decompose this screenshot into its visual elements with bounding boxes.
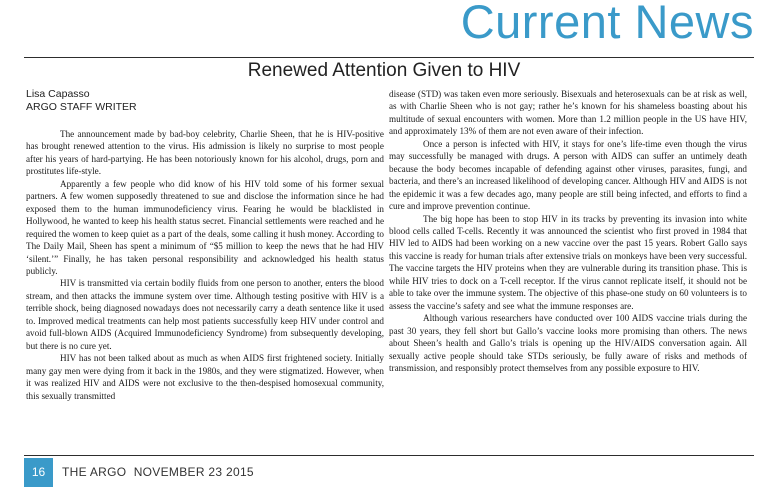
header-rule [24, 57, 754, 58]
author-name: Lisa Capasso [26, 88, 90, 100]
article-column-right [389, 88, 747, 446]
issue-date: NOVEMBER 23 2015 [133, 465, 254, 479]
paragraph: Although various researchers have conducted over 100 AIDS vaccine trials during the past 30 years, they fell short but Gallo’s vaccine looks more promising than others. The news about Sheen’s health and Gallo’s trials is opening up the HIV/AIDS conversation again. All sexually active people should take STDs seriously, be fully aware of risks and methods of transmission, and responsibly protect themselves from any possible exposure to HIV. [389, 313, 747, 373]
paragraph: Apparently a few people who did know of his HIV told some of his former sexual partners. A few women supposedly threatened to sue and disclose the information since he had exposed them to the human immunodeficiency virus. Fearing he would be blacklisted in Hollywood, he wanted to keep his health status secret. Financial settlements were reached and he required the women to keep quiet as a part of the deals, some calling it hush money. According to The Daily Mail, Sheen has spent a minimum of “$5 million to keep the news that he had HIV ‘silent.’” Finally, he has taken personal responsibility and acknowledged his health status publicly. [26, 178, 384, 276]
footer-rule [24, 455, 754, 456]
page-number: 16 [24, 458, 53, 487]
publication-info [62, 458, 254, 487]
publication-name: THE ARGO [62, 465, 127, 479]
article-headline: Renewed Attention Given to HIV [247, 60, 521, 81]
section-title: Current News [460, 0, 754, 48]
paragraph: The announcement made by bad-boy celebrity, Charlie Sheen, that he is HIV-positive has brought renewed attention to the virus. His admission is likely no surprise to most people after his years of hard-partying. He has been notoriously known for his alcohol, drugs, porn and prostitutes life-style. [26, 129, 384, 177]
page-footer [0, 458, 768, 490]
paragraph: The big hope has been to stop HIV in its tracks by preventing its invasion into white blood cells called T-cells. Recently it was announced the scientist who first proved in 1984 that HIV led to AIDS had been working on a new vaccine over the past 15 years. Robert Gallo says this vaccine is ready for human trials after extensive trials on monkeys have been very successful. The vaccine targets the HIV proteins when they are vulnerable during its transition phase. This is while HIV tries to dock on a T-cell receptor. If the virus cannot replicate itself, it should not be able to take over the immune system. The objective of this phase-one study on 60 volunteers is to assess the vaccine’s safety and see what the immune responses are. [389, 213, 747, 311]
paragraph: disease (STD) was taken even more seriously. Bisexuals and heterosexuals can be at risk as well, as with Charlie Sheen who is not gay; rather he’s known for his shameless boasting about his multitude of sexual encounters with women. More than 1.2 million people in the US have HIV, and approximately 13% of them are not even aware of their infection. [389, 89, 747, 137]
article-column-left [26, 88, 384, 453]
paragraph: HIV has not been talked about as much as when AIDS first frightened society. Initially many gay men were dying from it back in the 1980s, and they were stigmatized. However, when it was realized HIV and AIDS were not exclusive to the then-despised homosexual community, this sexually transmitted [26, 353, 384, 401]
author-role: ARGO STAFF WRITER [26, 101, 137, 113]
paragraph: HIV is transmitted via certain bodily fluids from one person to another, enters the blood stream, and then attacks the immune system over time. Although testing positive with HIV is a terrible shock, being diagnosed nowadays does not necessarily carry a death sentence like it used to. Improved medical treatments can help most patients successfully keep HIV under control and avoid full-blown AIDS (Acquired Immunodeficiency Syndrome) from subsequently developing, but there is no cure yet. [26, 278, 384, 351]
paragraph: Once a person is infected with HIV, it stays for one’s life-time even though the virus may successfully be managed with drugs. A person with AIDS can suffer an untimely death because the body becomes incapable of defending against other viruses, parasites, fungi, and bacteria, and there’s an increased likelihood of developing cancer. Although HIV and AIDS is not the epidemic it was a few decades ago, many people are still being infected, and efforts to find a cure and improve prevention continue. [389, 138, 747, 212]
